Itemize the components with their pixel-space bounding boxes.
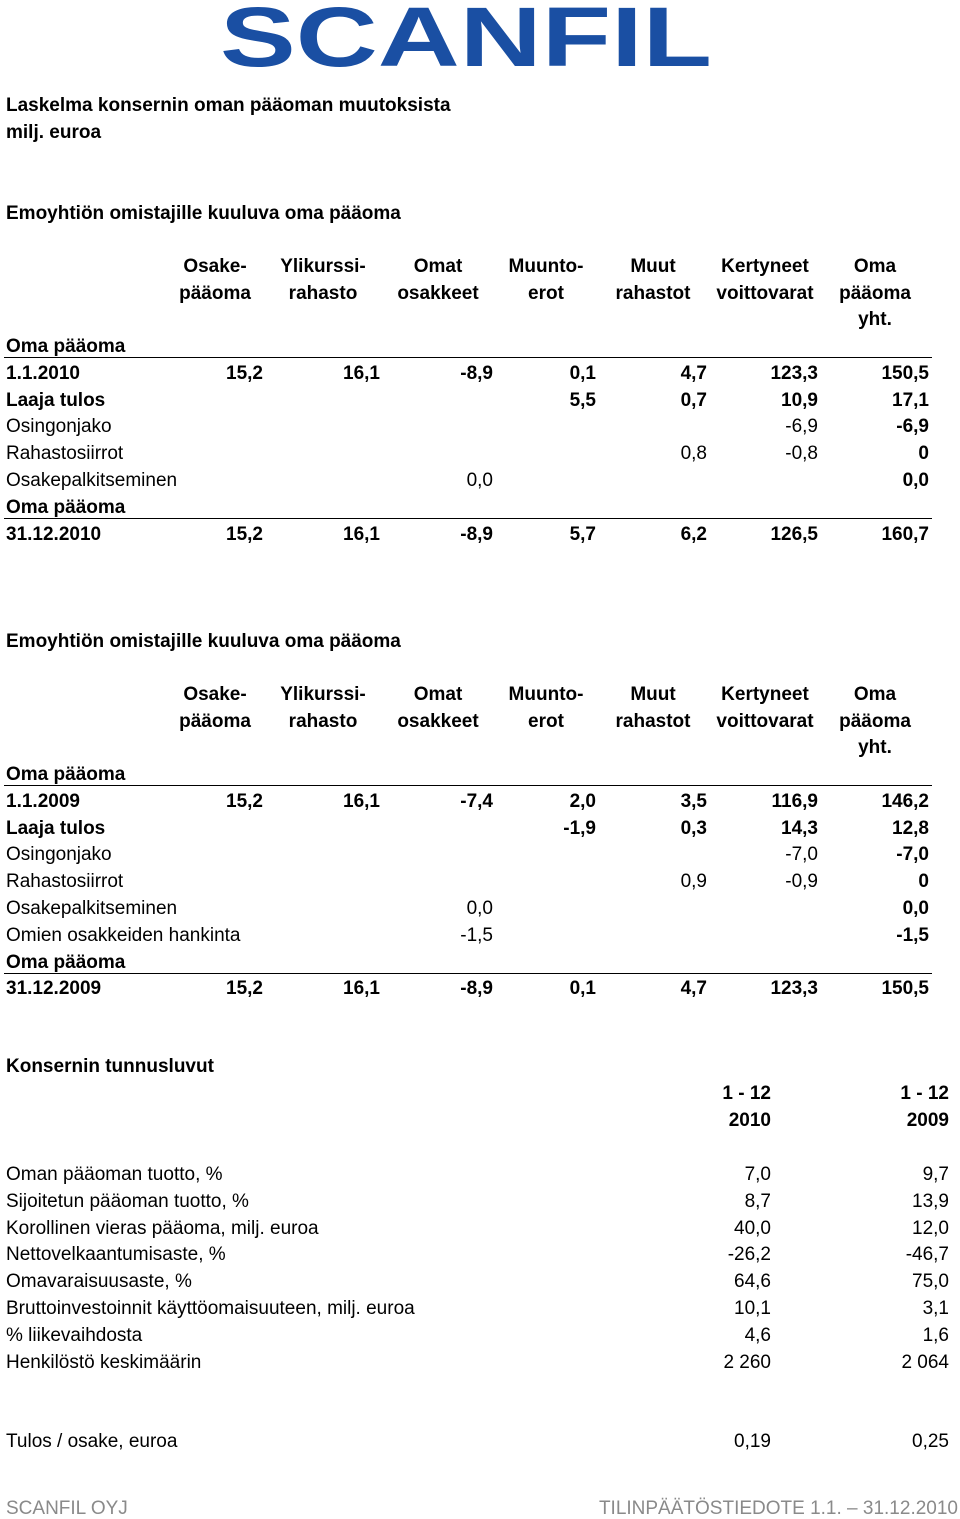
column-header: pääoma: [839, 710, 911, 732]
table-cell: -8,9: [460, 523, 493, 545]
key-figure-value: 2 064: [901, 1351, 949, 1373]
table-cell: 16,1: [343, 790, 380, 812]
table-cell: 16,1: [343, 523, 380, 545]
table-cell: 0,8: [680, 443, 707, 465]
table-cell: 126,5: [770, 523, 818, 545]
column-header: erot: [528, 710, 564, 732]
column-header: erot: [528, 282, 564, 304]
period-header: 1 - 12: [900, 1083, 949, 1104]
table-rule: [4, 357, 932, 358]
period-header: 1 - 12: [722, 1083, 771, 1104]
key-figure-value: 4,6: [744, 1324, 771, 1346]
key-figure-label: Sijoitetun pääoman tuotto, %: [6, 1190, 249, 1212]
period-header: 2010: [728, 1110, 771, 1131]
table-cell: 15,2: [226, 790, 263, 812]
column-header: Omat: [413, 684, 463, 705]
table-cell: 123,3: [770, 362, 818, 384]
key-figure-value: 64,6: [734, 1271, 771, 1293]
eps-label: Tulos / osake, euroa: [6, 1431, 178, 1452]
table-cell: 0,0: [466, 898, 493, 919]
table-rule: [4, 518, 932, 519]
table-cell: 0,1: [569, 362, 596, 384]
table-cell: 14,3: [781, 817, 818, 839]
table-cell: 15,2: [226, 978, 263, 1000]
report-title: Laskelma konsernin oman pääoman muutoksista: [6, 95, 451, 116]
column-header: Ylikurssi-: [280, 256, 366, 277]
table-cell: -7,0: [896, 844, 929, 866]
row-label-header: Oma pääoma: [6, 764, 126, 785]
closing-label: Oma pääoma: [6, 496, 126, 518]
key-figure-label: Omavaraisuusaste, %: [6, 1271, 192, 1293]
key-figure-value: 13,9: [912, 1190, 949, 1212]
key-figure-value: -26,2: [727, 1244, 771, 1266]
table-cell: 0: [918, 871, 929, 893]
column-header: yht.: [858, 737, 892, 758]
table-cell: 160,7: [881, 523, 929, 545]
table-cell: -7,4: [460, 790, 493, 812]
key-figure-value: -46,7: [905, 1244, 949, 1266]
table-cell: 0,9: [680, 871, 707, 893]
column-header: pääoma: [179, 282, 251, 304]
closing-label: Oma pääoma: [6, 951, 126, 973]
table-cell: -0,9: [785, 871, 818, 893]
column-header: Kertyneet: [721, 256, 809, 277]
row-label: 1.1.2009: [6, 790, 80, 812]
row-label: Laaja tulos: [6, 817, 106, 839]
table-cell: 17,1: [892, 389, 929, 411]
row-label: Laaja tulos: [6, 389, 106, 411]
table-cell: 5,5: [569, 389, 596, 411]
table-cell: 12,8: [892, 817, 929, 839]
column-header: rahastot: [615, 282, 691, 304]
column-header: Oma: [853, 256, 897, 277]
row-label: Rahastosiirrot: [6, 871, 124, 893]
key-figure-value: 12,0: [912, 1217, 949, 1239]
logo-text: SCANFIL: [220, 0, 712, 72]
key-figure-label: Nettovelkaantumisaste, %: [6, 1244, 226, 1266]
closing-row-label: 31.12.2009: [6, 978, 102, 1000]
key-figure-value: 8,7: [744, 1190, 771, 1212]
table-cell: 0,0: [466, 470, 493, 491]
row-label: Osakepalkitseminen: [6, 470, 178, 491]
key-figure-label: % liikevaihdosta: [6, 1324, 143, 1346]
table-cell: -1,9: [563, 817, 596, 839]
row-label: Omien osakkeiden hankinta: [6, 924, 241, 946]
column-header: voittovarat: [716, 282, 814, 304]
key-figure-label: Oman pääoman tuotto, %: [6, 1164, 223, 1185]
key-figure-value: 2 260: [723, 1351, 771, 1373]
table-cell: -1,5: [460, 924, 493, 946]
column-header: Oma: [853, 684, 897, 705]
table-cell: 0,1: [569, 978, 596, 1000]
column-header: rahastot: [615, 710, 691, 732]
table-cell: 16,1: [343, 978, 380, 1000]
scanfil-logo-svg: [218, 0, 714, 72]
column-header: osakkeet: [397, 282, 479, 304]
eps-value: 0,19: [734, 1431, 771, 1452]
table-cell: 16,1: [343, 362, 380, 384]
column-header: rahasto: [288, 710, 358, 732]
table-cell: 5,7: [569, 523, 596, 545]
column-header: Osake-: [183, 684, 247, 705]
section-heading: Emoyhtiön omistajille kuuluva oma pääoma: [6, 631, 401, 652]
row-label: 1.1.2010: [6, 362, 80, 384]
key-figures-heading: Konsernin tunnusluvut: [6, 1056, 214, 1077]
key-figure-value: 40,0: [734, 1217, 771, 1239]
column-header: Muut: [630, 256, 676, 277]
column-header: pääoma: [179, 710, 251, 732]
table-cell: 10,9: [781, 389, 818, 411]
column-header: Muunto-: [508, 256, 584, 277]
table-cell: 0,0: [902, 898, 929, 919]
table-cell: -0,8: [785, 443, 818, 465]
table-cell: -6,9: [896, 416, 929, 438]
row-label: Osakepalkitseminen: [6, 898, 178, 919]
table-cell: -8,9: [460, 362, 493, 384]
column-header: yht.: [858, 309, 892, 330]
table-cell: 2,0: [569, 790, 596, 812]
key-figure-value: 9,7: [922, 1164, 949, 1185]
table-cell: 0,7: [680, 389, 707, 411]
key-figure-value: 3,1: [922, 1298, 949, 1319]
key-figure-value: 75,0: [912, 1271, 949, 1293]
key-figure-label: Henkilöstö keskimäärin: [6, 1351, 202, 1373]
eps-value: 0,25: [912, 1431, 949, 1452]
table-cell: 3,5: [680, 790, 707, 812]
column-header: voittovarat: [716, 710, 814, 732]
row-label-header: Oma pääoma: [6, 336, 126, 357]
column-header: Osake-: [183, 256, 247, 277]
table-cell: 150,5: [881, 362, 929, 384]
table-cell: 0: [918, 443, 929, 465]
table-cell: 15,2: [226, 362, 263, 384]
table-cell: 116,9: [771, 790, 818, 812]
column-header: Muut: [630, 684, 676, 705]
key-figure-label: Bruttoinvestoinnit käyttöomaisuuteen, milj. euroa: [6, 1298, 415, 1319]
table-cell: -8,9: [460, 978, 493, 1000]
table-cell: 123,3: [770, 978, 818, 1000]
row-label: Osingonjako: [6, 416, 112, 438]
table-cell: -7,0: [785, 844, 818, 866]
table-cell: 4,7: [680, 978, 707, 1000]
table-rule: [4, 785, 932, 786]
footer-company: SCANFIL OYJ: [6, 1498, 128, 1519]
table-cell: 0,0: [902, 470, 929, 491]
column-header: osakkeet: [397, 710, 479, 732]
footer-report-name: TILINPÄÄTÖSTIEDOTE 1.1. – 31.12.2010: [598, 1498, 958, 1519]
column-header: Kertyneet: [721, 684, 809, 705]
column-header: rahasto: [288, 282, 358, 304]
key-figure-label: Korollinen vieras pääoma, milj. euroa: [6, 1217, 319, 1239]
table-cell: 150,5: [881, 978, 929, 1000]
row-label: Rahastosiirrot: [6, 443, 124, 465]
key-figure-value: 1,6: [922, 1324, 949, 1346]
column-header: Omat: [413, 256, 463, 277]
table-cell: 0,3: [680, 817, 707, 839]
closing-row-label: 31.12.2010: [6, 523, 102, 545]
report-unit: milj. euroa: [6, 122, 102, 143]
period-header: 2009: [906, 1110, 949, 1131]
table-cell: -6,9: [785, 416, 818, 438]
table-cell: 4,7: [680, 362, 707, 384]
table-cell: 15,2: [226, 523, 263, 545]
column-header: pääoma: [839, 282, 911, 304]
row-label: Osingonjako: [6, 844, 112, 866]
key-figure-value: 10,1: [734, 1298, 771, 1319]
column-header: Ylikurssi-: [280, 684, 366, 705]
table-cell: 146,2: [881, 790, 929, 812]
table-cell: 6,2: [680, 523, 707, 545]
logo: [218, 0, 714, 72]
section-heading: Emoyhtiön omistajille kuuluva oma pääoma: [6, 203, 401, 224]
column-header: Muunto-: [508, 684, 584, 705]
key-figure-value: 7,0: [744, 1164, 771, 1185]
table-rule: [4, 973, 932, 974]
table-cell: -1,5: [896, 924, 929, 946]
